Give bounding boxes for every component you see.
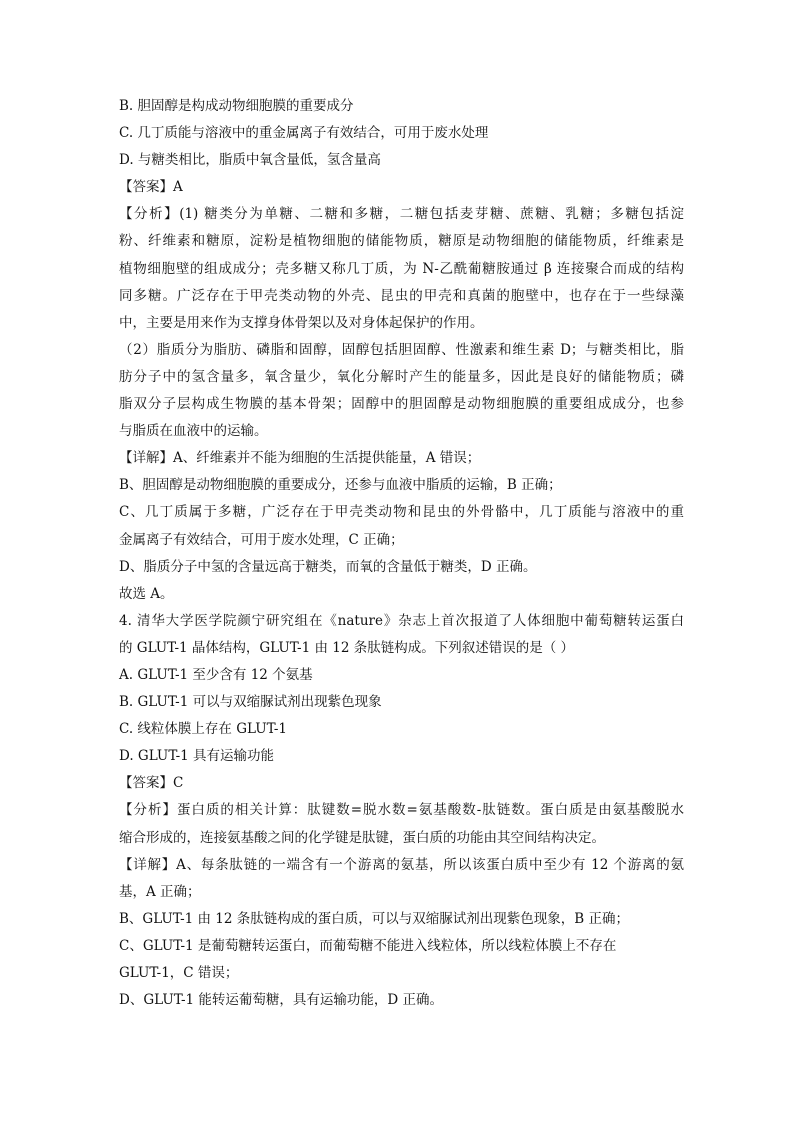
text-line: [119, 256, 684, 283]
text-line: [119, 635, 684, 662]
section-tag: 【详解】: [119, 450, 173, 467]
section-tag: 【答案】: [119, 775, 173, 792]
line-text: A. GLUT-1 至少含有 12 个氨基: [119, 666, 313, 683]
line-text: 中，主要是用来作为支撑身体骨架以及对身体起保护的作用。: [119, 314, 484, 331]
line-text: B. 胆固醇是构成动物细胞膜的重要成分: [119, 98, 354, 114]
line-text: D、GLUT-1 能转运葡萄糖，具有运输功能，D 正确。: [119, 992, 444, 1009]
text-line: [119, 906, 684, 933]
text-line: [119, 201, 684, 228]
text-line: [119, 879, 684, 906]
text-line: [119, 93, 684, 120]
line-text: C: [173, 775, 184, 792]
text-line: [119, 987, 684, 1014]
text-line: [119, 825, 684, 852]
text-line: [119, 310, 684, 337]
line-text: 粉、纤维素和糖原，淀粉是植物细胞的储能物质，糖原是动物细胞的储能物质，纤维素是: [119, 233, 684, 250]
text-line: [119, 689, 684, 716]
line-text: D、脂质分子中氢的含量远高于糖类，而氧的含量低于糖类，D 正确。: [119, 558, 537, 575]
section-tag: 【分析】: [119, 802, 177, 819]
line-text: B. GLUT-1 可以与双缩脲试剂出现紫色现象: [119, 694, 382, 711]
line-text: C. 线粒体膜上存在 GLUT-1: [119, 721, 288, 738]
line-text: 的 GLUT-1 晶体结构，GLUT-1 由 12 条肽链构成。下列叙述错误的是（ ）: [119, 639, 575, 656]
text-line: [119, 581, 684, 608]
text-line: [119, 174, 684, 201]
text-line: [119, 662, 684, 689]
text-line: [119, 472, 684, 499]
line-text: A、每条肽链的一端含有一个游离的氨基，所以该蛋白质中至少有 12 个游离的氨: [176, 856, 684, 873]
text-line: [119, 147, 684, 174]
line-text: 蛋白质的相关计算：肽键数=脱水数=氨基酸数-肽链数。蛋白质是由氨基酸脱水: [176, 802, 685, 819]
line-text: (1) 糖类分为单糖、二糖和多糖，二糖包括麦芽糖、蔗糖、乳糖；多糖包括淀: [179, 206, 685, 223]
section-tag: 【分析】: [119, 206, 180, 223]
line-text: 脂双分子层构成生物膜的基本骨架；固醇中的胆固醇是动物细胞膜的重要组成成分，也参: [119, 396, 684, 413]
text-line: [119, 364, 684, 391]
text-line: [119, 716, 684, 743]
line-text: C. 几丁质能与溶液中的重金属离子有效结合，可用于废水处理: [119, 125, 489, 142]
line-text: 与脂质在血液中的运输。: [119, 423, 268, 440]
text-line: [119, 228, 684, 255]
text-line: [119, 933, 684, 960]
text-line: [119, 960, 684, 987]
section-tag: 【答案】: [119, 179, 173, 196]
text-line: [119, 445, 684, 472]
section-tag: 【详解】: [119, 856, 177, 873]
text-line: [119, 608, 684, 635]
line-text: 4. 清华大学医学院颜宁研究组在《nature》杂志上首次报道了人体细胞中葡萄糖转运蛋白: [119, 612, 684, 629]
line-text: C、GLUT-1 是葡萄糖转运蛋白，而葡萄糖不能进入线粒体，所以线粒体膜上不存在: [119, 937, 617, 954]
text-line: [119, 797, 684, 824]
line-text: 金属离子有效结合，可用于废水处理，C 正确；: [119, 531, 404, 548]
text-line: [119, 499, 684, 526]
line-text: 同多糖。广泛存在于甲壳类动物的外壳、昆虫的甲壳和真菌的胞壁中，也存在于一些绿藻: [119, 287, 684, 304]
text-line: [119, 852, 684, 879]
text-line: [119, 283, 684, 310]
line-text: GLUT-1，C 错误；: [119, 965, 239, 981]
line-text: D. GLUT-1 具有运输功能: [119, 748, 275, 765]
text-line: [119, 527, 684, 554]
document-page: [119, 93, 684, 1014]
text-line: [119, 418, 684, 445]
line-text: 故选 A。: [119, 585, 174, 602]
line-text: 肪分子中的氢含量多，氧含量少，氧化分解时产生的能量多，因此是良好的储能物质；磷: [119, 368, 684, 385]
line-text: （2）脂质分为脂肪、磷脂和固醇，固醇包括胆固醇、性激素和维生素 D；与糖类相比，脂: [119, 341, 684, 358]
text-line: [119, 337, 684, 364]
line-text: B、胆固醇是动物细胞膜的重要成分，还参与血液中脂质的运输，B 正确；: [119, 477, 562, 494]
text-line: [119, 743, 684, 770]
text-line: [119, 770, 684, 797]
line-text: B、GLUT-1 由 12 条肽链构成的蛋白质，可以与双缩脲试剂出现紫色现象，B 正确；: [119, 910, 629, 927]
line-text: 基，A 正确；: [119, 883, 201, 900]
text-line: [119, 391, 684, 418]
line-text: A: [173, 179, 183, 196]
text-line: [119, 120, 684, 147]
line-text: 植物细胞壁的组成成分；壳多糖又称几丁质，为 N-乙酰葡糖胺通过 β 连接聚合而成的结构: [119, 260, 684, 277]
line-text: A、纤维素并不能为细胞的生活提供能量，A 错误；: [173, 450, 481, 467]
line-text: D. 与糖类相比，脂质中氧含量低，氢含量高: [119, 152, 381, 169]
line-text: C、几丁质属于多糖，广泛存在于甲壳类动物和昆虫的外骨骼中，几丁质能与溶液中的重: [119, 504, 684, 521]
line-text: 缩合形成的，连接氨基酸之间的化学键是肽键，蛋白质的功能由其空间结构决定。: [119, 829, 605, 846]
text-line: [119, 554, 684, 581]
